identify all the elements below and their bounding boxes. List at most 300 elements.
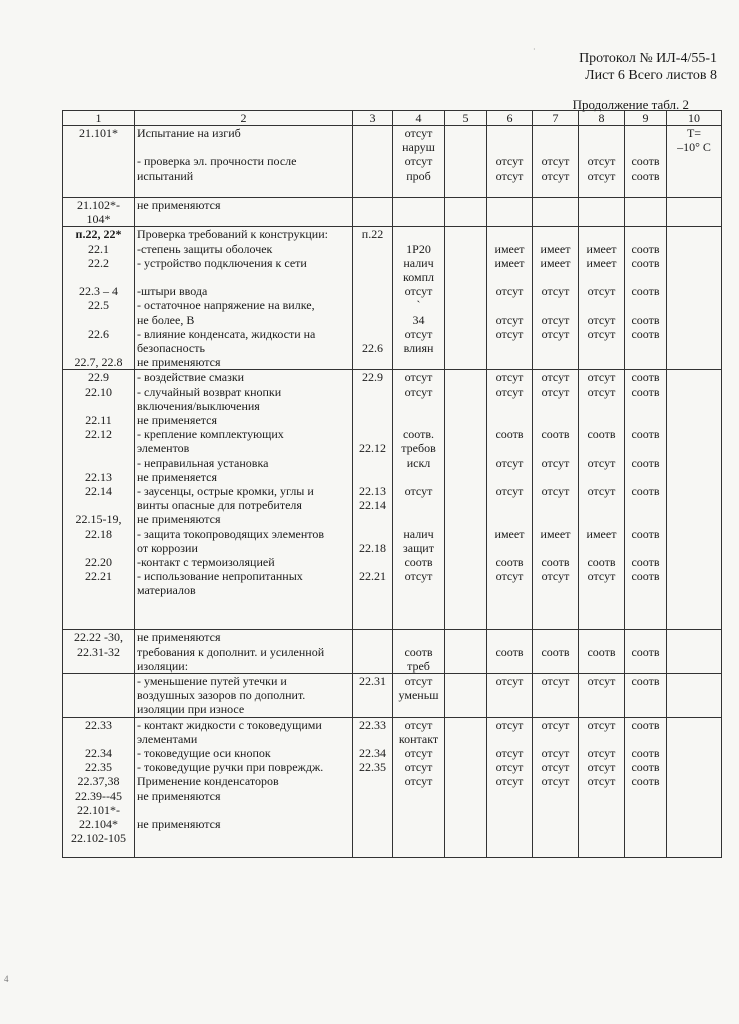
cell-c3 [353,630,393,674]
cell-line: отсут [541,326,570,341]
cell-line: соотв [631,774,660,789]
cell-line [581,803,622,817]
cell-line: соотв [631,326,660,341]
cell-line: отсут [404,154,433,169]
cell-line: отсут [495,455,524,470]
cell-c3 [353,674,393,718]
cell-line [535,789,576,803]
col-header: 3 [353,111,393,126]
cell-line: отсут [541,717,570,732]
cell-c8 [579,370,625,630]
cell-line: 22.15-19, [75,512,122,527]
cell-c2 [135,227,353,370]
cell-line [489,441,530,455]
cell-line [627,270,664,284]
cell-line: - проверка эл. прочности после [137,154,297,169]
cell-line: налич [403,526,434,541]
table-row [63,370,722,630]
cell-c2 [135,370,353,630]
cell-line: соотв [631,526,660,541]
cell-c2 [135,126,353,198]
cell-line [627,803,664,817]
cell-line [535,831,576,845]
cell-line [65,498,132,512]
cell-line: отсут [587,370,616,385]
cell-c10 [667,717,722,857]
cell-line [65,583,132,597]
cell-line: 22.12 [359,441,386,456]
cell-line: - устройство подключения к сети [137,255,307,270]
cell-line: 22.18 [359,540,386,555]
cell-line: налич [403,255,434,270]
cell-line [355,385,390,399]
cell-line [535,470,576,484]
cell-line: 21.101* [79,126,118,140]
table-row [63,674,722,718]
cell-line: отсут [495,746,524,761]
cell-c7 [533,370,579,630]
cell-line: испытаний [137,168,194,183]
cell-line [535,227,576,241]
cell-line [581,789,622,803]
cell-line [65,541,132,555]
cell-line: - случайный возврат кнопки [137,384,282,399]
cell-line: треб [407,658,430,673]
cell-line: отсут [404,384,433,399]
cell-line: отсут [404,284,433,299]
cell-c10 [667,630,722,674]
cell-line [65,341,132,355]
cell-line: уменьш [398,688,439,703]
cell-line [627,227,664,241]
cell-line [535,298,576,312]
cell-line: отсут [404,674,433,689]
cell-line [627,126,664,140]
cell-line [627,498,664,512]
cell-c2 [135,717,353,857]
cell-line: 22.34 [85,746,112,761]
cell-c9 [625,717,667,857]
cell-line: -контакт с термоизоляцией [137,555,275,570]
cell-line [581,498,622,512]
cell-c6 [487,674,533,718]
table-row [63,717,722,857]
cell-c4 [393,370,445,630]
cell-line: отсут [495,168,524,183]
cell-line [489,355,530,369]
cell-line [535,817,576,831]
cell-c6 [487,227,533,370]
corner-mark: 4 [4,974,9,984]
cell-line: отсут [495,384,524,399]
cell-line: соотв [631,644,660,659]
cell-c10 [667,126,722,198]
cell-line [355,256,390,270]
cell-line: отсут [404,569,433,584]
cell-line [581,541,622,555]
cell-line [581,341,622,355]
cell-line: 22.102-105 [71,831,126,846]
cell-line: не применяется [137,413,218,428]
cell-line: п.22 [361,227,384,242]
cell-c1 [63,198,135,227]
cell-line: отсут [587,284,616,299]
col-header: 2 [135,111,353,126]
cell-line [395,831,442,845]
cell-c8 [579,674,625,718]
cell-line: отсут [495,674,524,689]
cell-c7 [533,198,579,227]
cell-line [395,817,442,831]
cell-c8 [579,198,625,227]
cell-line [535,270,576,284]
cell-line [581,140,622,154]
cell-line [355,355,390,369]
cell-line [489,298,530,312]
cell-line: - использование непропитанных [137,569,303,584]
cell-line [137,831,350,845]
cell-c1 [63,630,135,674]
cell-line [65,441,132,455]
cell-line: материалов [137,583,196,598]
cell-line: отсут [541,312,570,327]
cell-c3 [353,717,393,857]
cell-line [627,789,664,803]
cell-line: - неправильная установка [137,455,269,470]
cell-line: 22.18 [85,526,112,541]
cell-line [355,831,390,845]
cell-line: отсут [404,370,433,385]
cell-line [581,270,622,284]
cell-line [355,789,390,803]
cell-line: соотв. [402,427,435,442]
cell-line: Применение конденсаторов [137,774,279,789]
cell-line: имеет [586,255,617,270]
protocol-number: Протокол № ИЛ-4/55-1 [579,51,717,66]
cell-line: отсут [541,455,570,470]
cell-line: 22.5 [88,298,109,313]
cell-line [489,470,530,484]
cell-c10 [667,370,722,630]
cell-c8 [579,717,625,857]
cell-line: соотв [631,154,660,169]
cell-line [535,126,576,140]
cell-line: отсут [404,326,433,341]
cell-line: соотв [631,384,660,399]
cell-c1 [63,126,135,198]
cell-c5 [445,227,487,370]
cell-line: отсут [404,484,433,499]
cell-line: отсут [541,774,570,789]
cell-line [395,498,442,512]
cell-line: Проверка требований к конструкции: [137,227,328,242]
cell-line: соотв [631,569,660,584]
cell-line [489,341,530,355]
table-continuation: Продолжение табл. 2 [572,97,689,112]
cell-line: отсут [587,168,616,183]
cell-c5 [445,370,487,630]
cell-line [627,630,664,644]
cell-line [65,399,132,413]
cell-c1 [63,227,135,370]
cell-line [489,126,530,140]
cell-line: 22.13 [85,469,112,484]
cell-c2 [135,630,353,674]
cell-line: 22.3 – 4 [79,284,118,299]
cell-line: имеет [494,241,525,256]
cell-c5 [445,674,487,718]
cell-line: соотв [631,674,660,689]
col-header: 6 [487,111,533,126]
cell-line [395,413,442,427]
cell-line [489,227,530,241]
cell-line [627,541,664,555]
cell-line [355,399,390,413]
cell-line: - контакт жидкости с токоведущими [137,717,322,732]
cell-line [395,583,442,597]
cell-line: 22.1 [88,241,109,256]
cell-line: п.22, 22* [75,227,122,242]
cell-line [489,270,530,284]
cell-c7 [533,674,579,718]
cell-c3 [353,126,393,198]
cell-line: - защита токопроводящих элементов [137,526,325,541]
cell-line [535,732,576,746]
cell-line: 22.35 [85,760,112,775]
cell-line: соотв [495,644,524,659]
cell-line [535,512,576,526]
cell-c7 [533,717,579,857]
col-header: 9 [625,111,667,126]
cell-line: соотв [404,644,433,659]
cell-line: 22.11 [85,413,112,428]
cell-line [65,456,132,470]
cell-line: 1Р20 [406,241,431,256]
cell-line [355,512,390,526]
cell-line: не применяются [137,198,221,212]
cell-line: соотв [404,555,433,570]
cell-line: винты опасные для потребителя [137,498,302,513]
cell-line: от коррозии [137,540,198,555]
cell-line [395,227,442,241]
protocol-header [579,50,717,84]
cell-line: отсут [541,484,570,499]
cell-line: компл [403,270,434,285]
cell-line: имеет [586,526,617,541]
cell-line [137,140,350,154]
cell-c4 [393,126,445,198]
cell-line: 22.7, 22.8 [74,355,123,370]
cell-line: - воздействие смазки [137,370,245,385]
cell-line [489,803,530,817]
cell-line: имеет [494,526,525,541]
cell-line [627,140,664,154]
cell-line [65,270,132,284]
cell-line: соотв [631,241,660,256]
cell-c7 [533,126,579,198]
cell-line [535,630,576,644]
cell-line [535,355,576,369]
cell-line [581,817,622,831]
cell-line: имеет [540,526,571,541]
cell-c3 [353,198,393,227]
cell-line [627,817,664,831]
cell-line: –10° С [677,140,711,155]
cell-line: Т= [686,126,702,140]
cell-c2 [135,198,353,227]
cell-line: отсут [495,484,524,499]
cell-line [395,355,442,369]
cell-c7 [533,227,579,370]
cell-line: 22.9 [88,370,109,385]
cell-line [65,313,132,327]
cell-line [581,441,622,455]
cell-line: соотв [631,717,660,732]
cell-line: отсут [587,674,616,689]
cell-line: не применяются [137,630,221,645]
cell-line [581,630,622,644]
cell-line: 22.39--45 [75,788,122,803]
cell-line [137,270,350,284]
cell-line: 22.33 [359,717,386,732]
cell-line: 104* [86,212,111,227]
cell-line: не применяются [137,512,221,527]
cell-line: 22.14 [85,484,112,499]
cell-line: воздушных зазоров по дополнит. [137,688,306,703]
cell-line: не применяются [137,788,221,803]
cell-line: 22.33 [85,717,112,732]
cell-c6 [487,370,533,630]
cell-line: - заусенцы, острые кромки, углы и [137,484,314,499]
cell-line: имеет [494,255,525,270]
cell-line [355,803,390,817]
cell-line: отсут [587,312,616,327]
cell-line [489,817,530,831]
cell-c1 [63,370,135,630]
cell-line [489,498,530,512]
cell-line: соотв [631,760,660,775]
cell-line: -степень защиты оболочек [137,241,273,256]
cell-line: соотв [541,644,570,659]
cell-line: соотв [587,555,616,570]
cell-line: 22.34 [359,746,386,761]
cell-c1 [63,674,135,718]
cell-line [355,555,390,569]
cell-line [355,313,390,327]
cell-line [355,456,390,470]
cell-line: отсут [587,774,616,789]
cell-line: - уменьшение путей утечки и [137,674,287,689]
cell-line: отсут [404,746,433,761]
cell-line [581,399,622,413]
cell-line: искл [406,455,431,470]
cell-line: соотв [495,555,524,570]
cell-line [581,831,622,845]
cell-line [627,512,664,526]
cell-line: -штыри ввода [137,284,208,299]
cell-line [355,817,390,831]
cell-line: соотв [631,484,660,499]
table-row [63,126,722,198]
cell-line: отсут [541,760,570,775]
col-header: 5 [445,111,487,126]
cell-line: отсут [541,384,570,399]
cell-line [489,789,530,803]
cell-line [489,140,530,154]
cell-line: отсут [404,774,433,789]
cell-line: - остаточное напряжение на вилке, [137,298,315,313]
cell-line: отсут [587,760,616,775]
cell-line: отсут [404,717,433,732]
cell-line [355,774,390,788]
cell-c5 [445,198,487,227]
cell-line [489,541,530,555]
cell-line: отсут [495,312,524,327]
table-row [63,198,722,227]
cell-c6 [487,198,533,227]
cell-c10 [667,227,722,370]
cell-line: 21.102*- [77,198,120,212]
cell-line: 22.6 [362,341,383,356]
cell-line: не более, В [137,312,195,327]
cell-c9 [625,198,667,227]
cell-line: соотв [541,427,570,442]
cell-c1 [63,717,135,857]
cell-c5 [445,126,487,198]
cell-line [627,831,664,845]
cell-line: соотв [631,255,660,270]
cell-line: отсут [587,484,616,499]
cell-line: отсут [404,126,433,140]
cell-line [489,583,530,597]
cell-line: 22.35 [359,760,386,775]
cell-line: 22.21 [359,569,386,584]
sheet-info: Лист 6 Всего листов 8 [585,68,717,83]
cell-line [355,242,390,256]
cell-line: - токоведущие ручки при повреждж. [137,760,324,775]
cell-line: Испытание на изгиб [137,126,241,140]
cell-line [137,803,350,817]
cell-line: 22.10 [85,384,112,399]
cell-line: контакт [398,731,439,746]
cell-line: включения/выключения [137,398,260,413]
cell-line: проб [406,168,431,183]
cell-line [627,341,664,355]
cell-line [581,413,622,427]
cell-line: отсут [587,746,616,761]
cell-c9 [625,630,667,674]
cell-line: 22.22 -30, [74,630,123,645]
cell-line: 22.101*- [77,802,120,817]
cell-line: 22.14 [359,498,386,513]
cell-c4 [393,674,445,718]
cell-c4 [393,198,445,227]
cell-line [489,732,530,746]
cell-line: соотв [587,644,616,659]
cell-line [65,732,132,746]
cell-c7 [533,630,579,674]
cell-line: соотв [495,427,524,442]
cell-line [535,413,576,427]
cell-c9 [625,227,667,370]
table-row [63,227,722,370]
cell-line [535,341,576,355]
cell-line [395,470,442,484]
cell-line: соотв [631,370,660,385]
cell-line [489,413,530,427]
cell-line: имеет [540,255,571,270]
cell-line: соотв [631,555,660,570]
